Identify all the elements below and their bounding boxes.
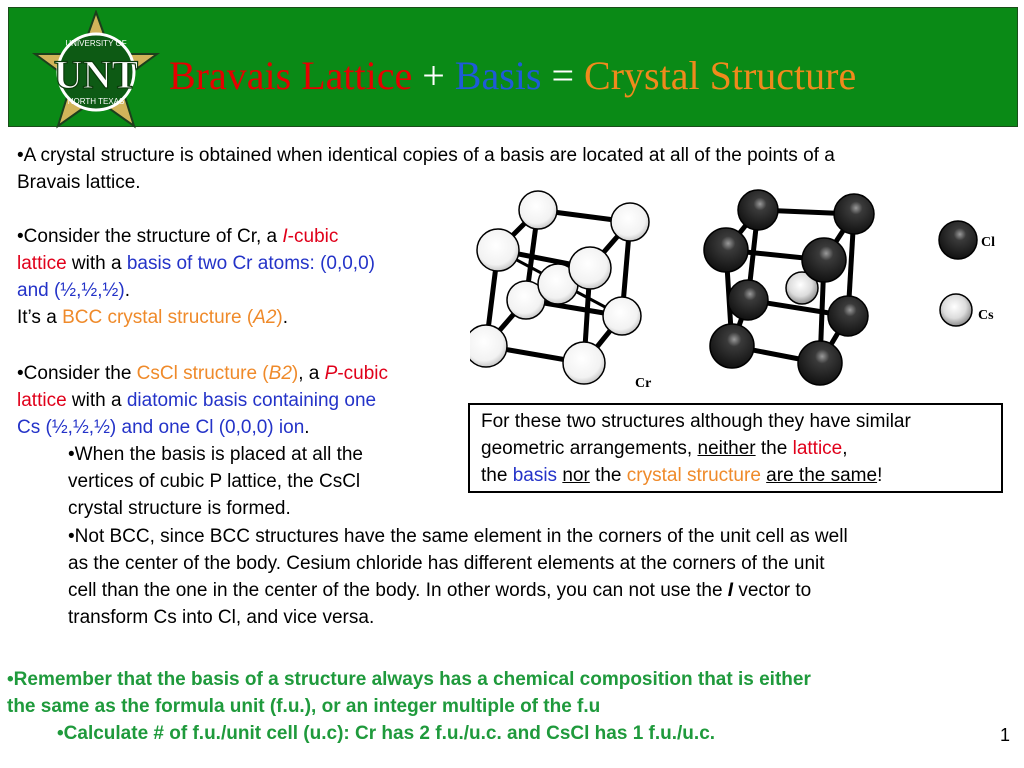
title-basis: Basis (454, 53, 542, 98)
title-equals: = (541, 53, 585, 98)
legend-label-cl: Cl (981, 235, 995, 250)
svg-text:NORTH TEXAS: NORTH TEXAS (67, 97, 125, 106)
label-cr: Cr (635, 376, 652, 391)
page-number: 1 (1000, 725, 1011, 745)
title-plus: + (412, 53, 455, 98)
title-bravais-lattice: Bravais Lattice (169, 53, 413, 98)
cl-atom (828, 296, 868, 336)
title-banner (8, 7, 1018, 127)
cr-atom (519, 191, 557, 229)
comparison-note-box: For these two structures although they have similar geometric arrangements, neither the lattice, the basis nor the crystal structure are the same! (468, 403, 1003, 493)
cl-atom (704, 228, 748, 272)
cl-atom (798, 341, 842, 385)
paragraph-cr-structure: •Consider the structure of Cr, a I-cubic lattice with a basis of two Cr atoms: (0,0,0) and (½,½,½). It’s a BCC crystal structure (A2). (17, 226, 375, 328)
unt-logo (31, 10, 161, 132)
legend-label-cs: Cs (978, 308, 994, 323)
cr-atom (477, 229, 519, 271)
svg-text:UNIVERSITY OF: UNIVERSITY OF (65, 39, 127, 48)
subbullet-vertices: •When the basis is placed at all the vertices of cubic P lattice, the CsCl crystal structure is formed. (68, 444, 363, 519)
paragraph-definition: •A crystal structure is obtained when identical copies of a basis are located at all of the points of a Bravais lattice. (17, 145, 835, 193)
subbullet-not-bcc: •Not BCC, since BCC structures have the same element in the corners of the unit cell as well as the center of the body. Cesium chloride has different elements at the corners of the unit cell than the one in the center of the body. In other words, you can not use the I vector to transform Cs into Cl, and vice versa. (68, 526, 848, 628)
cr-atom (563, 342, 605, 384)
legend-cl-ball (939, 221, 977, 259)
paragraph-cscl-structure: •Consider the CsCl structure (B2), a P-cubic lattice with a diatomic basis containing one Cs (½,½,½) and one Cl (0,0,0) ion. (17, 363, 388, 438)
footer-reminder: •Remember that the basis of a structure always has a chemical composition that is either the same as the formula unit (f.u.), or an integer multiple of the f.u (7, 669, 811, 717)
cl-atom (834, 194, 874, 234)
title-crystal-structure: Crystal Structure (584, 53, 857, 98)
cl-atom (802, 238, 846, 282)
cl-atom (738, 190, 778, 230)
slide-title (169, 52, 856, 99)
cr-atom (603, 297, 641, 335)
cl-atom (728, 280, 768, 320)
cr-atom (470, 325, 507, 367)
crystal-structure-figure (470, 188, 1020, 400)
footer-calculate: •Calculate # of f.u./unit cell (u.c): Cr has 2 f.u./u.c. and CsCl has 1 f.u./u.c. (57, 723, 716, 744)
legend-cs-ball (940, 294, 972, 326)
cr-atom (569, 247, 611, 289)
cr-atom (611, 203, 649, 241)
cl-atom (710, 324, 754, 368)
svg-text:UNT: UNT (53, 52, 139, 97)
